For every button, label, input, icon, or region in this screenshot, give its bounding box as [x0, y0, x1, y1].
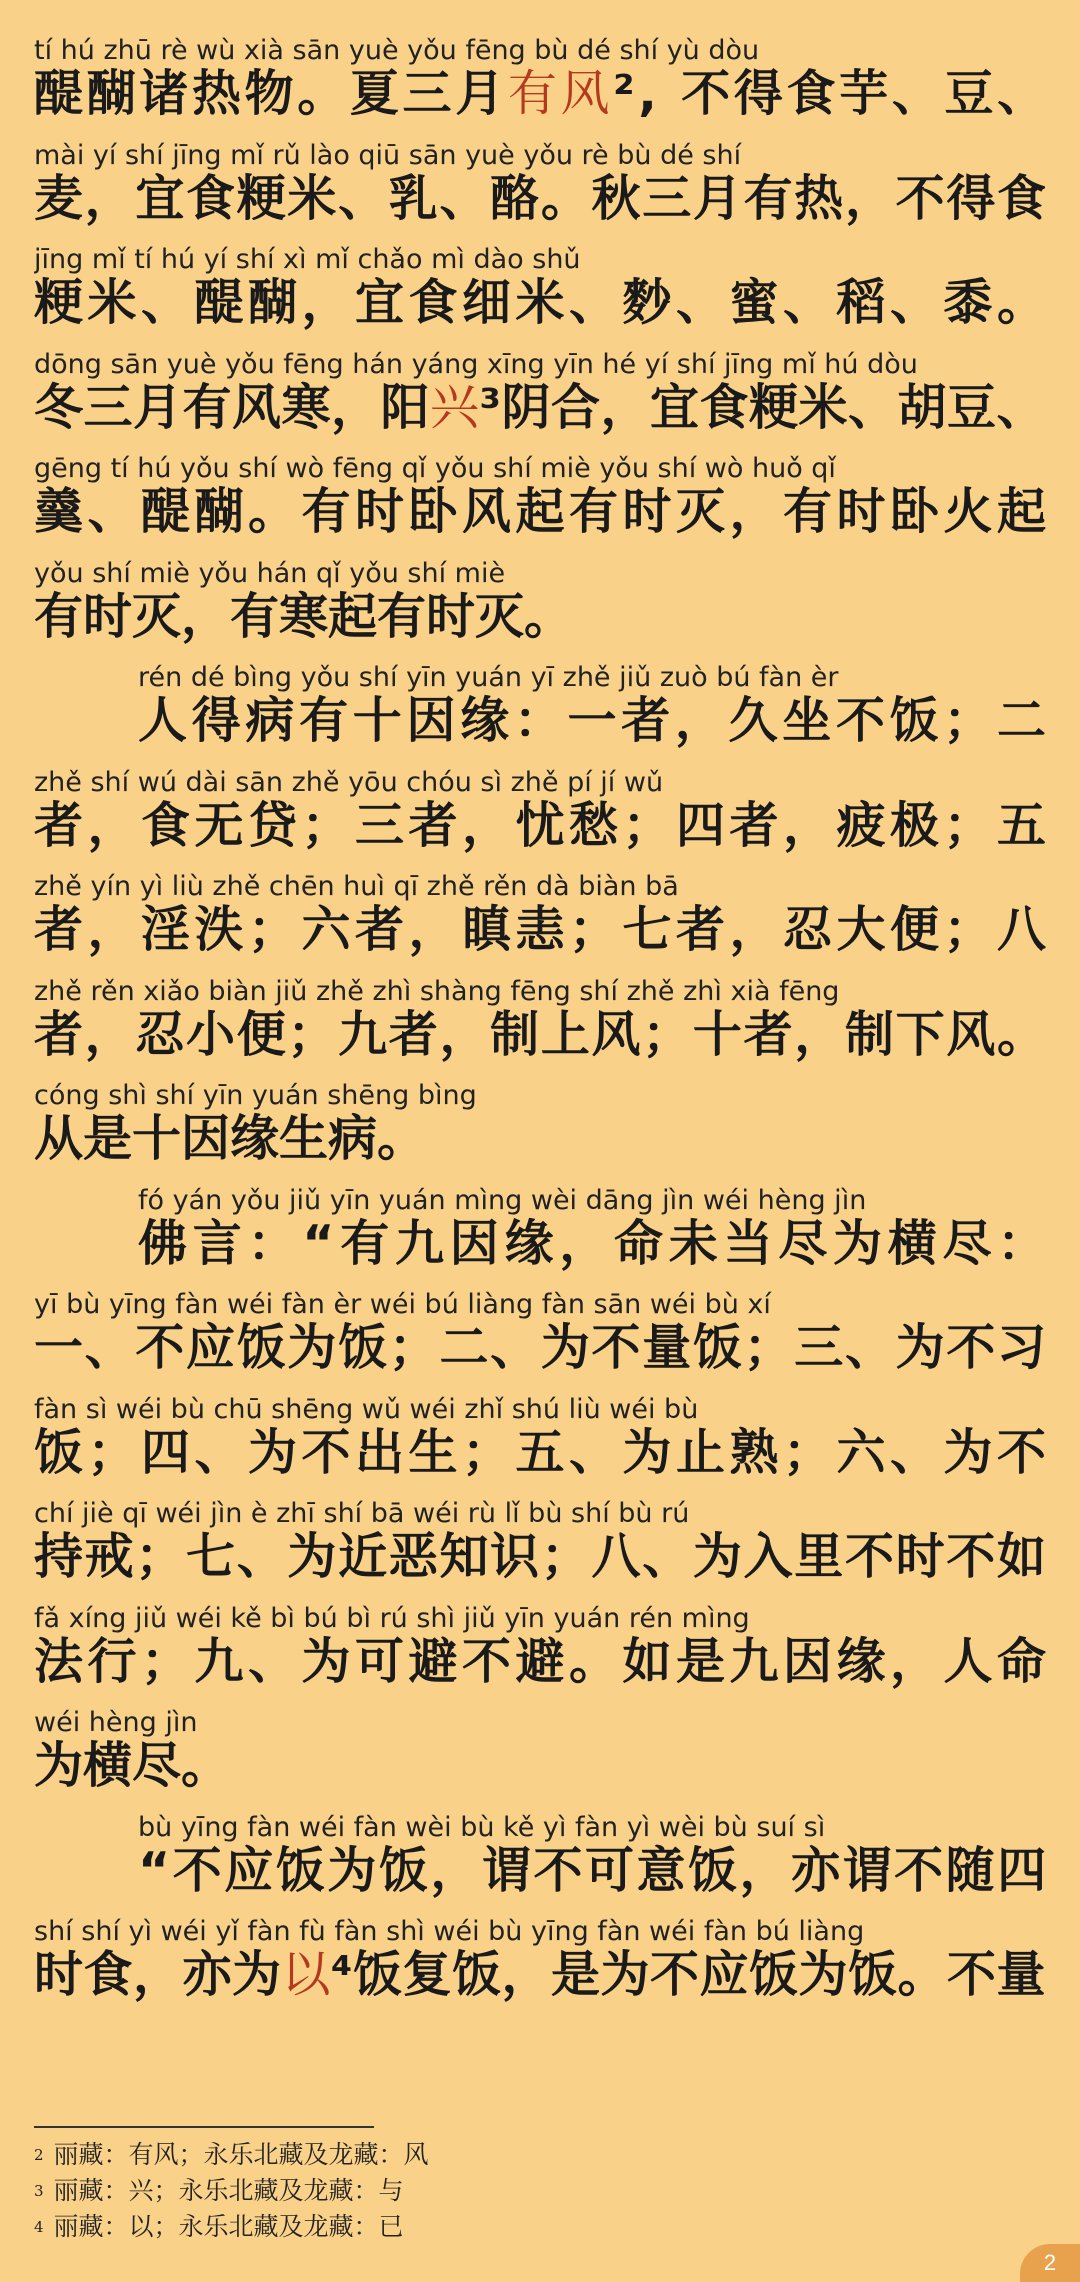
- text-line-content: [34, 1529, 1048, 1585]
- text-line: [34, 65, 1050, 122]
- pinyin-line: zhě rěn xiǎo biàn jiǔ zhě zhì shàng fēng shí zhě zhì xià fēng: [34, 976, 840, 1007]
- pinyin-line: rén dé bìng yǒu shí yīn yuán yī zhě jiǔ zuò bú fàn èr: [138, 663, 839, 693]
- pinyin-line: bù yīng fàn wéi fàn wèi bù kě yì fàn yì wèi bù suí sì: [138, 1812, 826, 1843]
- footnote-divider: [34, 2126, 374, 2128]
- pinyin-line: zhě yín yì liù zhě chēn huì qī zhě rěn dà biàn bā: [34, 872, 679, 902]
- text-line-content: [138, 693, 1051, 749]
- pinyin-line: chí jiè qī wéi jìn è zhī shí bā wéi rù lǐ bù shí bù rú: [34, 1499, 690, 1529]
- text-line-content: [34, 1738, 230, 1794]
- text-segment: 羹、醍醐。有时卧风起有时灭，有时卧火起: [34, 483, 1051, 540]
- text-line-content: [34, 1634, 1051, 1690]
- text-line: [34, 1423, 1051, 1481]
- pinyin-line: yī bù yīng fàn wéi fàn èr wéi bú liàng fàn sān wéi bù xí: [34, 1290, 771, 1320]
- text-line-content: [34, 66, 1050, 122]
- pinyin-line: cóng shì shí yīn yuán shēng bìng: [34, 1081, 477, 1111]
- text-line: [34, 1632, 1051, 1690]
- pinyin-line: mài yí shí jīng mǐ rǔ lào qiū sān yuè yǒu rè bù dé shí: [34, 140, 742, 171]
- text-segment: 人得病有十因缘：一者，久坐不饭；二: [138, 692, 1051, 749]
- text-segment: 法行；九、为可避不避。如是九因缘，人命: [34, 1632, 1051, 1690]
- text-segment: 粳米、醍醐，宜食细米、麨、蜜、稻、黍。: [34, 274, 1051, 331]
- footnote-text: 丽藏：有风；永乐北藏及龙藏：风: [53, 2140, 429, 2169]
- text-line-content: [34, 171, 1048, 227]
- text-line: [34, 589, 1046, 645]
- pinyin-line: yǒu shí miè yǒu hán qǐ yǒu shí miè: [34, 558, 506, 589]
- pinyin-line: zhě shí wú dài sān zhě yōu chóu sì zhě pí jí wǔ: [34, 767, 664, 798]
- text-line-content: [138, 1216, 1052, 1272]
- pinyin-line: dōng sān yuè yǒu fēng hán yáng xīng yīn hé yí shí jīng mǐ hú dòu: [34, 349, 918, 380]
- text-line-content: [138, 1843, 1049, 1899]
- text-line-content: [34, 380, 1046, 436]
- footnote-2: $^2$ 丽藏：有风；永乐北藏及龙藏：风: [34, 2140, 429, 2169]
- text-segment: ⁴饭复饭，是为不应饭为饭。不量: [331, 1946, 1046, 2003]
- text-segment: 者，食无贷；三者，忧愁；四者，疲极；五: [34, 796, 1051, 854]
- text-segment: 为横尽。: [34, 1737, 231, 1794]
- footnote-4: $^4$ 丽藏：以；永乐北藏及龙藏：已: [34, 2212, 404, 2241]
- pinyin-line: wéi hèng jìn: [34, 1708, 198, 1738]
- text-line: [34, 483, 1051, 540]
- pinyin-line: shí shí yì wéi yǐ fàn fù fàn shì wéi bù yīng fàn wéi fàn bú liàng: [34, 1917, 865, 1947]
- text-line: [34, 796, 1051, 854]
- text-segment: 佛言：“有九因缘，命未当尽为横尽：: [138, 1214, 1052, 1272]
- text-segment: ², 不得食芋、豆、: [613, 65, 1050, 122]
- text-line: [34, 1111, 1046, 1167]
- pinyin-line: fàn sì wéi bù chū shēng wǔ wéi zhǐ shú liù wéi bù: [34, 1394, 699, 1425]
- text-line: [34, 1529, 1046, 1585]
- footnote-text: 丽藏：以；永乐北藏及龙藏：已: [53, 2212, 404, 2241]
- text-segment: 从是十因缘生病。: [34, 1110, 427, 1167]
- text-line: [34, 1738, 1046, 1794]
- pinyin-line: fó yán yǒu jiǔ yīn yuán mìng wèi dāng jìn wéi hèng jìn: [138, 1185, 867, 1216]
- text-line: [34, 380, 1046, 436]
- text-line: [138, 1214, 1052, 1272]
- text-line: [34, 1947, 1046, 2003]
- text-line-content: [34, 798, 1051, 854]
- text-segment: 冬三月有风寒，阳: [34, 378, 431, 436]
- variant-character: 兴: [430, 378, 480, 436]
- pinyin-line: gēng tí hú yǒu shí wò fēng qǐ yǒu shí miè yǒu shí wò huǒ qǐ: [34, 454, 836, 484]
- text-line-content: [34, 1320, 1048, 1376]
- text-line-content: [34, 1425, 1051, 1481]
- text-line-content: [34, 1007, 1048, 1063]
- page-number-badge: 2: [1020, 2244, 1080, 2282]
- text-line: [138, 1841, 1049, 1899]
- text-line: [34, 1320, 1046, 1376]
- footnote-3: $^3$ 丽藏：兴；永乐北藏及龙藏：与: [34, 2176, 404, 2205]
- text-line: [34, 1007, 1046, 1063]
- text-segment: 时食，亦为: [34, 1946, 282, 2003]
- text-segment: 麦，宜食粳米、乳、酪。秋三月有热，不得食: [34, 169, 1048, 227]
- pinyin-line: jīng mǐ tí hú yí shí xì mǐ chǎo mì dào shǔ: [34, 245, 581, 275]
- pinyin-line: fǎ xíng jiǔ wéi kě bì bú bì rú shì jiǔ yīn yuán rén mìng: [34, 1603, 750, 1634]
- text-line-content: [34, 1111, 426, 1167]
- text-segment: ³阴合，宜食粳米、胡豆、: [479, 378, 1046, 436]
- text-segment: 一、不应饭为饭；二、为不量饭；三、为不习: [34, 1319, 1048, 1376]
- footnote-text: 丽藏：兴；永乐北藏及龙藏：与: [53, 2176, 404, 2205]
- text-line: [34, 274, 1051, 331]
- text-line-content: [34, 275, 1051, 331]
- text-segment: 醍醐诸热物。夏三月: [34, 65, 508, 122]
- text-segment: 有时灭，有寒起有时灭。: [34, 587, 574, 645]
- variant-character: 以: [281, 1946, 332, 2003]
- text-line-content: [34, 484, 1051, 540]
- text-segment: 者，淫泆；六者，瞋恚；七者，忍大便；八: [34, 901, 1051, 958]
- text-line-content: [34, 1947, 1046, 2003]
- text-segment: 者，忍小便；九者，制上风；十者，制下风。: [34, 1005, 1048, 1063]
- text-line: [34, 901, 1051, 958]
- variant-character: 有风: [507, 65, 614, 122]
- text-segment: 持戒；七、为近恶知识；八、为入里不时不如: [34, 1528, 1048, 1585]
- text-line-content: [34, 589, 573, 645]
- text-segment: 饭；四、为不出生；五、为止熟；六、为不: [34, 1423, 1051, 1481]
- text-line: [138, 692, 1051, 749]
- pinyin-line: tí hú zhū rè wù xià sān yuè yǒu fēng bù dé shí yù dòu: [34, 36, 760, 66]
- text-line: [34, 171, 1046, 227]
- text-segment: “不应饭为饭，谓不可意饭，亦谓不随四: [138, 1841, 1049, 1899]
- text-line-content: [34, 902, 1051, 958]
